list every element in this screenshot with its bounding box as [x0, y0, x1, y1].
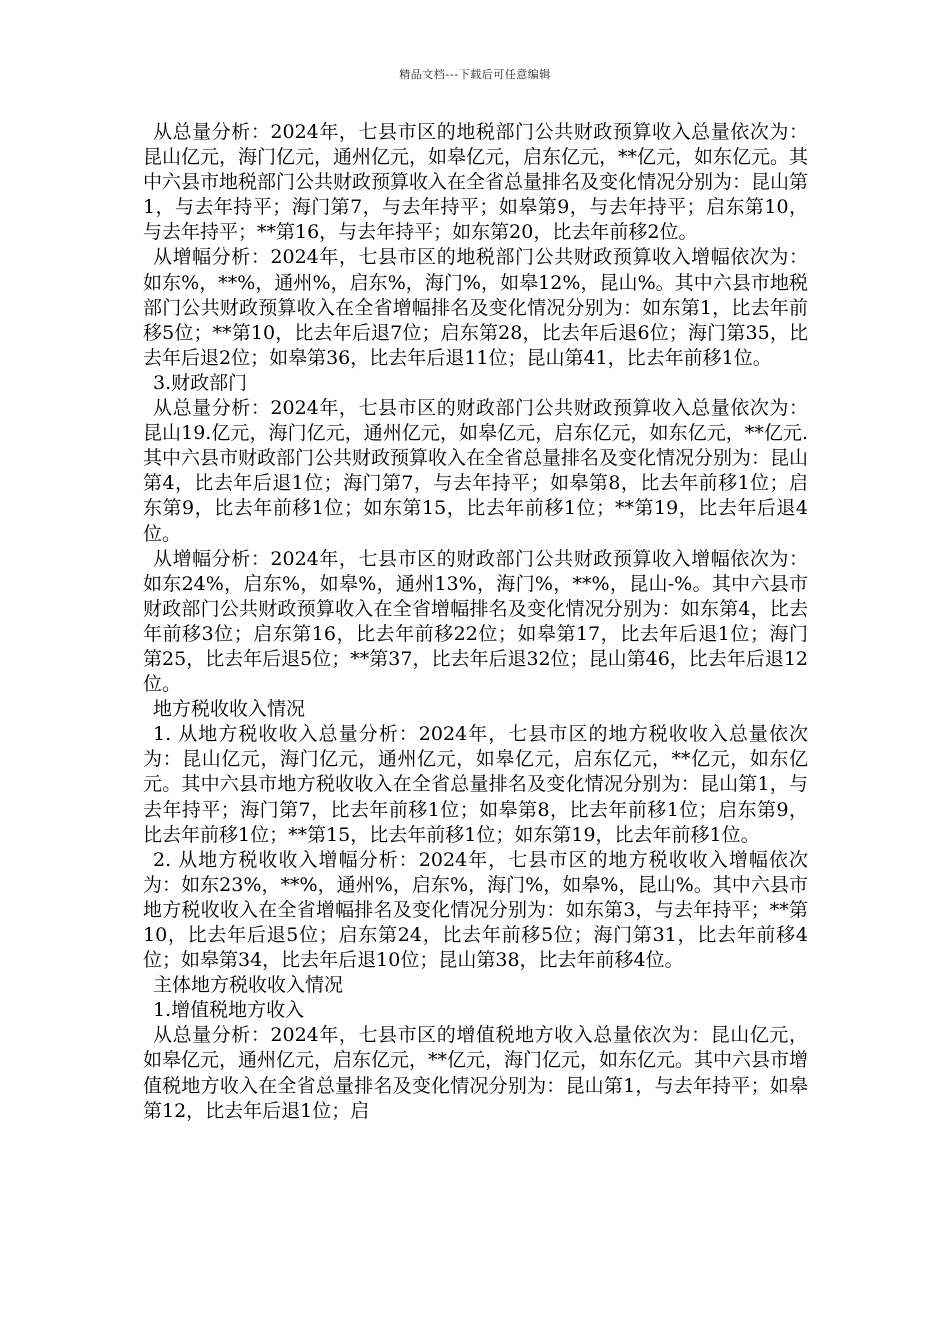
paragraph-local-tax-total: 1. 从地方税收收入总量分析：2024年，七县市区的地方税收收入总量依次为：昆山亿元，海门亿元，通州亿元，如皋亿元，启东亿元，**亿元，如东亿元。其中六县市地方税收收入在全省总量排名及变化情况分别为：昆山第1，与去年持平；海门第7，比去年前移1位；如皋第8，比去年前移1位；启东第9，比去年前移1位；**第15，比去年前移1位；如东第19，比去年前移1位。 [143, 723, 808, 846]
section-heading-finance: 3.财政部门 [153, 371, 248, 394]
document-body [143, 120, 808, 1124]
section-heading-local-tax: 地方税收收入情况 [153, 698, 306, 721]
page-header: 精品文档---下载后可任意编辑 [399, 68, 551, 81]
paragraph-finance-total: 从总量分析：2024年，七县市区的财政部门公共财政预算收入总量依次为：昆山19.亿元，海门亿元，通州亿元，如皋亿元，启东亿元，如东亿元，**亿元.其中六县市财政部门公共财政预算收入在全省总量排名及变化情况分别为：昆山第4，比去年后退1位；海门第7，与去年持平；如皋第8，比去年前移1位；启东第9，比去年前移1位；如东第15，比去年前移1位；**第19，比去年后退4位。 [143, 397, 809, 545]
section-heading-main-local-tax: 主体地方税收收入情况 [153, 974, 344, 997]
paragraph-local-tax-growth: 2. 从地方税收收入增幅分析：2024年，七县市区的地方税收收入增幅依次为：如东23%，**%，通州%，启东%，海门%，如皋%，昆山%。其中六县市地方税收收入在全省增幅排名及变化情况分别为：如东第3，与去年持平；**第10，比去年后退5位；启东第24，比去年前移5位；海门第31，比去年前移4位；如皋第34，比去年后退10位；昆山第38，比去年前移4位。 [143, 848, 808, 972]
paragraph-tax-growth: 从增幅分析：2024年，七县市区的地税部门公共财政预算收入增幅依次为：如东%，**%，通州%，启东%，海门%，如皋12%，昆山%。其中六县市地税部门公共财政预算收入在全省增幅排名及变化情况分别为：如东第1，比去年前移5位；**第10，比去年后退7位；启东第28，比去年后退6位；海门第35，比去年后退2位；如皋第36，比去年后退11位；昆山第41，比去年前移1位。 [143, 246, 808, 369]
paragraph-tax-total: 从总量分析：2024年，七县市区的地税部门公共财政预算收入总量依次为：昆山亿元，海门亿元，通州亿元，如皋亿元，启东亿元，**亿元，如东亿元。其中六县市地税部门公共财政预算收入在全省总量排名及变化情况分别为：昆山第1，与去年持平；海门第7，与去年持平；如皋第9，与去年持平；启东第10，与去年持平；**第16，与去年持平；如东第20，比去年前移2位。 [143, 121, 809, 244]
section-heading-vat: 1.增值税地方收入 [153, 999, 305, 1022]
paragraph-finance-growth: 从增幅分析：2024年，七县市区的财政部门公共财政预算收入增幅依次为：如东24%，启东%，如皋%，通州13%，海门%，**%，昆山-%。其中六县市财政部门公共财政预算收入在全省增幅排名及变化情况分别为：如东第4，比去年前移3位；启东第16，比去年前移22位；如皋第17，比去年后退1位；海门第25，比去年后退5位；**第37，比去年后退32位；昆山第46，比去年后退12位。 [143, 547, 808, 696]
paragraph-vat-total: 从总量分析：2024年，七县市区的增值税地方收入总量依次为：昆山亿元，如皋亿元，通州亿元，启东亿元，**亿元，海门亿元，如东亿元。其中六县市增值税地方收入在全省总量排名及变化情况分别为：昆山第1，与去年持平；如皋第12，比去年后退1位；启 [143, 1024, 809, 1122]
